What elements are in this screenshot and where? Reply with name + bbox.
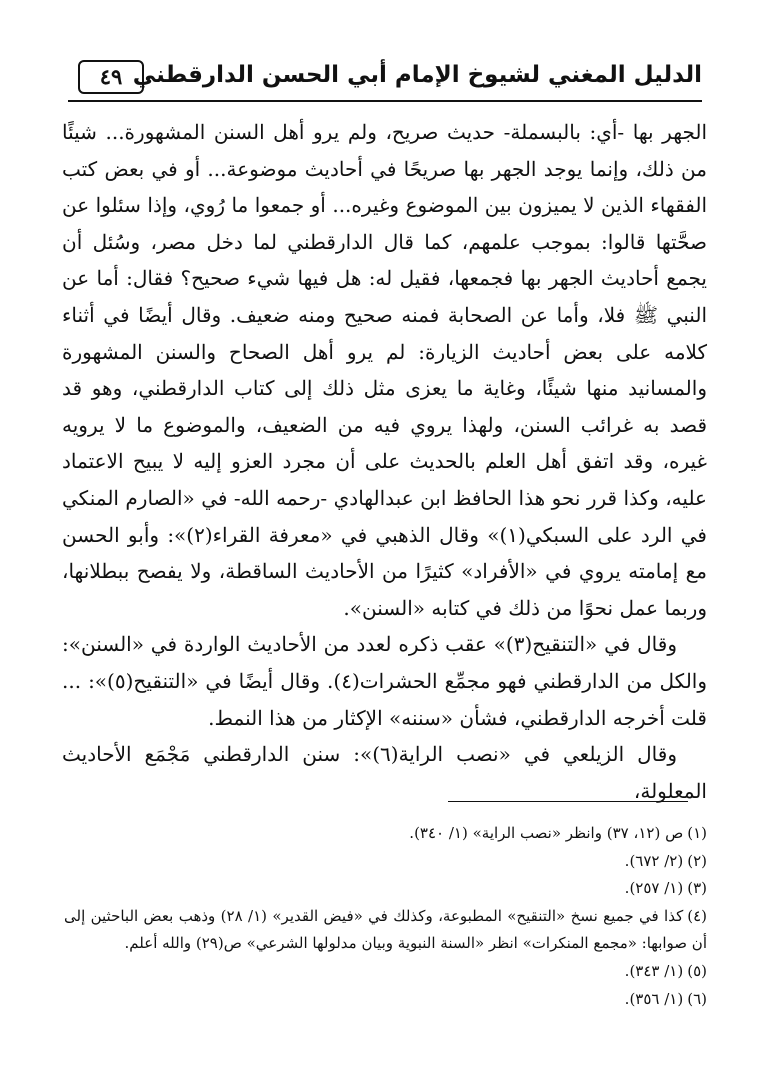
footnote xyxy=(64,875,707,903)
paragraph: وقال الزيلعي في «نصب الراية(٦)»: سنن الدارقطني مَجْمَع الأحاديث المعلولة، xyxy=(62,742,707,803)
footnote-text: كذا في جميع نسخ «التنقيح» المطبوعة، وكذلك في «فيض القدير» (١/ ٢٨) وذهب بعض الباحثين إلى أن صوابها: «مجمع المنكرات» انظر «السنة النبوية وبيان مدلولها الشرعي» ص(٢٩) والله أعلم. xyxy=(64,906,707,953)
footnote xyxy=(64,903,707,958)
footnote-number: (٣) xyxy=(687,879,707,898)
footnote xyxy=(64,848,707,876)
main-text xyxy=(62,114,707,809)
footnote xyxy=(64,958,707,986)
paragraph: الجهر بها -أي: بالبسملة- حديث صريح، ولم يرو أهل السنن المشهورة... شيئًا من ذلك، وإنما يوجد الجهر بها صريحًا في أحاديث موضوعة... أو في بعض كتب الفقهاء الذين لا يميزون بين الموضوع وغيره... أو جمعوا ما رُوي، وإذا سئلوا عن صحَّتها قالوا: بموجب علمهم، كما قال الدارقطني لما دخل مصر، وسُئل أن يجمع أحاديث الجهر بها فجمعها، فقيل له: هل فيها شيء صحيح؟ فقال: أما عن النبي ﷺ فلا، وأما عن الصحابة فمنه صحيح ومنه ضعيف. وقال أيضًا في أثناء كلامه على بعض أحاديث الزيارة: لم يرو أهل الصحاح والسنن المشهورة والمسانيد منها شيئًا، وغاية ما يعزى مثل ذلك إلى كتاب الدارقطني، وهو قد قصد به غرائب السنن، ولهذا يروي فيه من الضعيف، والموضوع ما لا يرويه غيره، وقد اتفق أهل العلم بالحديث على أن مجرد العزو إليه لا يبيح الاعتماد عليه، وكذا قرر نحو هذا الحافظ ابن عبدالهادي -رحمه الله- في «الصارم المنكي في الرد على السبكي(١)» وقال الذهبي في «معرفة القراء(٢)»: وأبو الحسن مع إمامته يروي في «الأفراد» كثيرًا من الأحاديث الساقطة، ولا يفصح ببطلانها، وربما عمل نحوًا من ذلك في كتابه «السنن». xyxy=(62,120,707,620)
footnote-text: (١/ ٣٥٦). xyxy=(624,989,684,1008)
page-number: ٤٩ xyxy=(78,60,144,94)
paragraph: وقال في «التنقيح(٣)» عقب ذكره لعدد من الأحاديث الواردة في «السنن»: والكل من الدارقطني فهو مجمِّع الحشرات(٤). وقال أيضًا في «التنقيح(٥)»: ... قلت أخرجه الدارقطني، فشأن «سننه» الإكثار من هذا النمط. xyxy=(62,632,707,730)
running-header xyxy=(68,58,702,102)
footnote xyxy=(64,986,707,1014)
footnote-number: (٤) xyxy=(687,906,708,925)
footnote-text: (١/ ٣٤٣). xyxy=(624,961,684,980)
footnotes xyxy=(64,820,707,1013)
footnote-number: (٢) xyxy=(687,851,707,870)
footnote-number: (٦) xyxy=(687,989,707,1008)
footnote-text: ص (١٢، ٣٧) وانظر «نصب الراية» (١/ ٣٤٠). xyxy=(409,824,684,842)
footnote-number: (٥) xyxy=(687,961,707,980)
footnote-separator xyxy=(448,801,688,802)
footnote-text: (٢/ ٦٧٢). xyxy=(624,851,684,870)
footnote-number: (١) xyxy=(687,824,707,842)
footnote xyxy=(64,820,707,848)
book-title: الدليل المغني لشيوخ الإمام أبي الحسن الدارقطني xyxy=(132,62,702,88)
footnote-text: (١/ ٢٥٧). xyxy=(624,879,684,898)
